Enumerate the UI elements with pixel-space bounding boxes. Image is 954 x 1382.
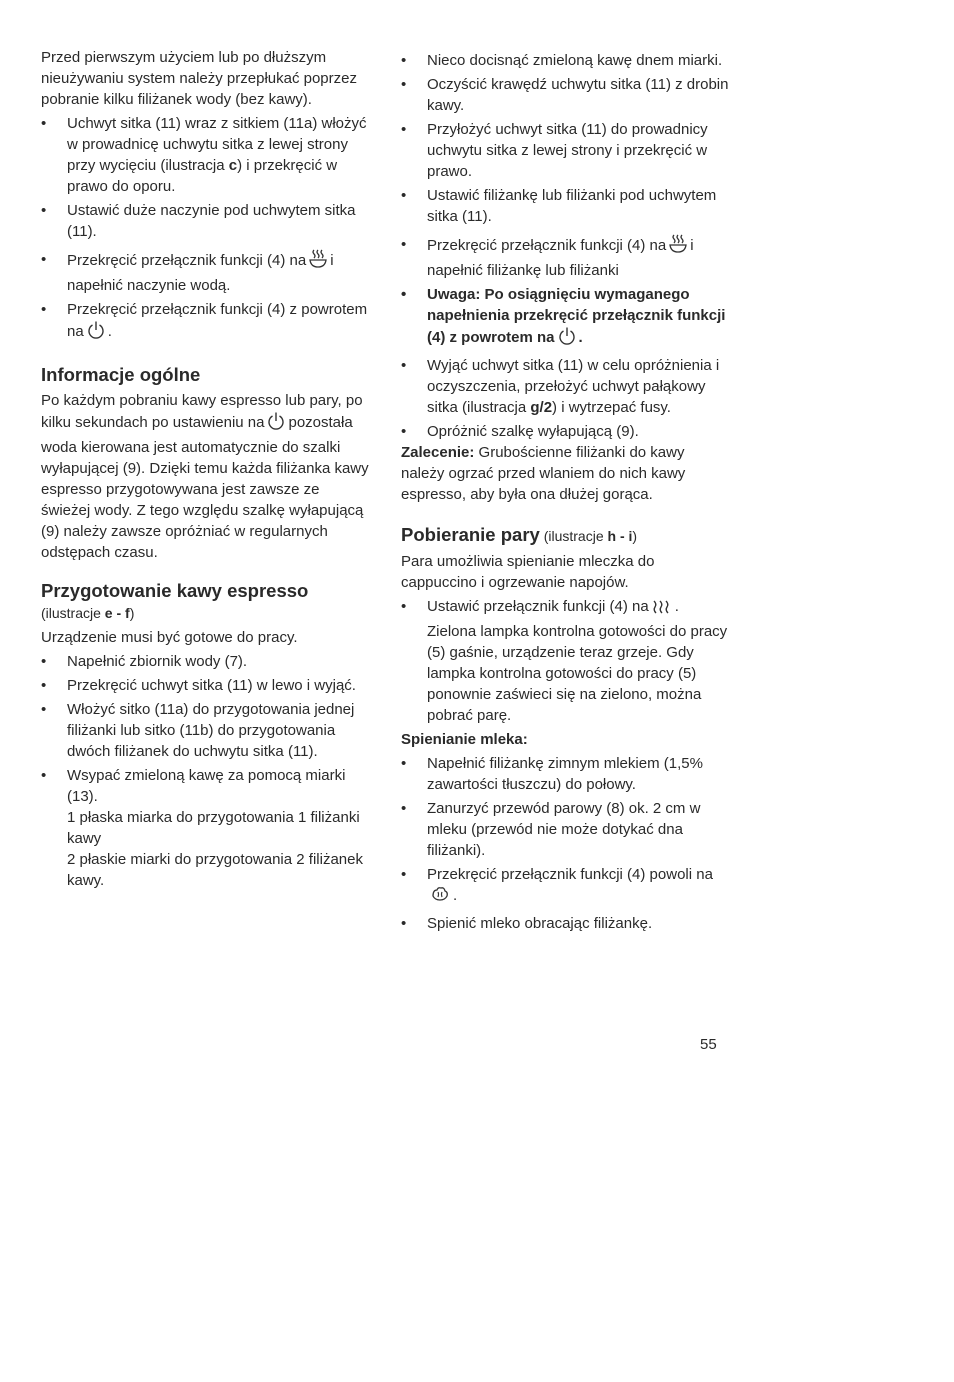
list-item: • Ustawić przełącznik funkcji (4) na . Zielona lampka kontrolna gotowości do pracy (5) gaśnie, urządzenie teraz grzeje. Gdy lampka kontrolna gotowości do pracy (5) ponownie zaświeci się na zielono, można pobrać parę. bbox=[401, 596, 731, 726]
milk-frothing-subheading: Spienianie mleka: bbox=[401, 731, 528, 748]
espresso-continue-list bbox=[401, 50, 731, 442]
list-item: • Przyłożyć uchwyt sitka (11) do prowadnicy uchwytu sitka z lewej strony i przekręcić w prawo. bbox=[401, 119, 731, 182]
espresso-section bbox=[41, 579, 371, 891]
section-heading: Pobieranie pary (ilustracje h - i) bbox=[401, 524, 638, 545]
list-item: • Wsypać zmieloną kawę za pomocą miarki (13). 1 płaska miarka do przygotowania 1 filiżanki kawy 2 płaskie miarki do przygotowania 2 filiżanek kawy. bbox=[41, 765, 371, 891]
heating-icon bbox=[652, 599, 672, 621]
list-item: • Oczyścić krawędź uchwytu sitka (11) z drobin kawy. bbox=[401, 74, 731, 116]
list-item: • Uwaga: Po osiągnięciu wymaganego napełnienia przekręcić przełącznik funkcji (4) z powrotem na . bbox=[401, 284, 731, 352]
list-item: • Przekręcić przełącznik funkcji (4) z powrotem na . bbox=[41, 299, 371, 346]
list-item: • Wyjąć uchwyt sitka (11) w celu opróżnienia i oczyszczenia, przełożyć uchwyt pałąkowy sitka (ilustracja g/2) i wytrzepać fusy. bbox=[401, 355, 731, 418]
list-item: • Zanurzyć przewód parowy (8) ok. 2 cm w mleku (przewód nie może dotykać dna filiżanki). bbox=[401, 798, 731, 861]
power-icon bbox=[558, 326, 576, 352]
general-info-section bbox=[41, 363, 371, 563]
list-item: • Napełnić zbiornik wody (7). bbox=[41, 651, 371, 672]
intro-paragraph: Przed pierwszym użyciem lub po dłuższym nieużywaniu system należy przepłukać poprzez pobranie kilku filiżanek wody (bez kawy). bbox=[41, 49, 357, 108]
general-info-text: Po każdym pobraniu kawy espresso lub pary, po kilku sekundach po ustawieniu na pozostała woda kierowana jest automatycznie do szalki wyłapującej (9). Dzięki temu każda filiżanka kawy espresso przygotowywana jest zawsze ze świeżej wody. Z tego względu szalkę wyłapującą (9) należy zawsze opróżniać w regularnych odstępach czasu. bbox=[41, 392, 369, 561]
power-icon bbox=[267, 411, 285, 437]
list-item: • Napełnić filiżankę zimnym mlekiem (1,5% zawartości tłuszczu) do połowy. bbox=[401, 753, 731, 795]
espresso-steps-list bbox=[41, 651, 371, 891]
power-icon bbox=[87, 320, 105, 346]
steam-steps-list bbox=[401, 596, 731, 726]
list-item: • Spienić mleko obracając filiżankę. bbox=[401, 913, 731, 934]
list-item: • Uchwyt sitka (11) wraz z sitkiem (11a) włożyć w prowadnicę uchwytu sitka z lewej strony przy wycięciu (ilustracja c) i przekręcić w prawo do oporu. bbox=[41, 113, 371, 197]
steam-section bbox=[401, 523, 731, 934]
list-item: • Włożyć sitko (11a) do przygotowania jednej filiżanki lub sitko (11b) do przygotowania dwóch filiżanek do uchwytu sitka (11). bbox=[41, 699, 371, 762]
list-item: • Ustawić filiżankę lub filiżanki pod uchwytem sitka (11). bbox=[401, 185, 731, 227]
steam-knob-icon bbox=[430, 886, 450, 910]
steam-intro: Para umożliwia spienianie mleczka do cappuccino i ogrzewanie napojów. bbox=[401, 553, 655, 591]
list-item: • Ustawić duże naczynie pod uchwytem sitka (11). bbox=[41, 200, 371, 242]
list-item: • Przekręcić przełącznik funkcji (4) na i napełnić naczynie wodą. bbox=[41, 249, 371, 296]
list-item: • Opróżnić szalkę wyłapującą (9). bbox=[401, 421, 731, 442]
cup-steam-icon bbox=[669, 234, 687, 260]
section-heading: Informacje ogólne bbox=[41, 364, 201, 385]
right-column bbox=[401, 50, 731, 934]
list-item: • Przekręcić przełącznik funkcji (4) powoli na. bbox=[401, 864, 731, 910]
left-column bbox=[41, 47, 371, 891]
illustration-reference: (ilustracje h - i) bbox=[539, 528, 638, 544]
frothing-steps-list bbox=[401, 753, 731, 934]
page-number: 55 bbox=[700, 1036, 717, 1053]
illustration-reference: (ilustracje e - f) bbox=[41, 605, 135, 621]
list-item: • Przekręcić uchwyt sitka (11) w lewo i wyjąć. bbox=[41, 675, 371, 696]
list-item: • Nieco docisnąć zmieloną kawę dnem miarki. bbox=[401, 50, 731, 71]
flush-steps-list bbox=[41, 113, 371, 346]
list-item: • Przekręcić przełącznik funkcji (4) na i napełnić filiżankę lub filiżanki bbox=[401, 234, 731, 281]
espresso-intro: Urządzenie musi być gotowe do pracy. bbox=[41, 629, 298, 646]
section-heading: Przygotowanie kawy espresso bbox=[41, 580, 309, 601]
recommendation: Zalecenie: Grubościenne filiżanki do kawy należy ogrzać przed wlaniem do nich kawy espresso, aby była ona dłużej gorąca. bbox=[401, 444, 686, 503]
cup-steam-icon bbox=[309, 249, 327, 275]
